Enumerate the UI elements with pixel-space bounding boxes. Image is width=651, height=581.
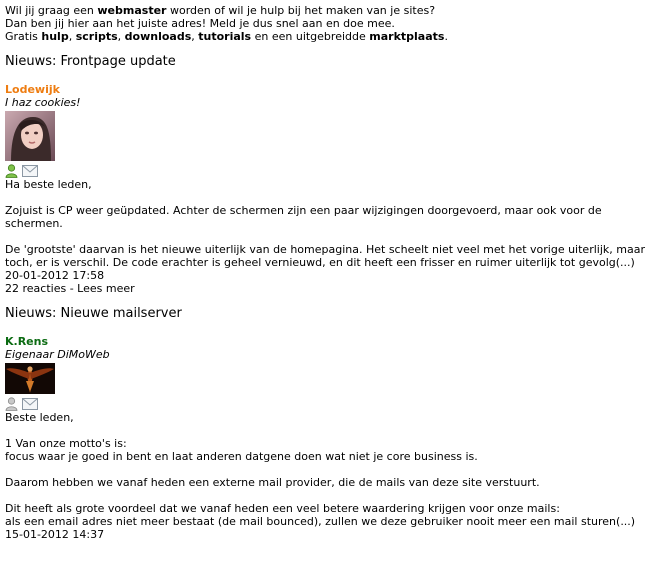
lees-meer-link[interactable]: Lees meer (77, 282, 135, 295)
intro-keyword-hulp: hulp (41, 30, 69, 43)
envelope-icon[interactable] (22, 165, 38, 177)
news-date: 15-01-2012 14:37 (5, 528, 105, 541)
news-item (5, 54, 646, 295)
avatar[interactable] (5, 111, 55, 161)
news-paragraph: Dit heeft als grote voordeel dat we vanaf heden een veel betere waardering krijgen voor onze mails: (5, 502, 560, 515)
intro-line-2: Dan ben jij hier aan het juiste adres! Meld je dus snel aan en doe mee. (5, 17, 395, 30)
envelope-icon[interactable] (22, 398, 38, 410)
author-actions (5, 164, 646, 178)
intro-keyword-scripts: scripts (75, 30, 118, 43)
news-paragraph: focus waar je goed in bent en laat anderen datgene doen wat niet je core business is. (5, 450, 478, 463)
news-greeting: Ha beste leden, (5, 178, 92, 191)
reacties-link[interactable]: 22 reacties (5, 282, 67, 295)
news-paragraph: Daarom hebben we vanaf heden een externe mail provider, die de mails van deze site verstuurt. (5, 476, 540, 489)
news-body (5, 411, 646, 541)
news-heading: Nieuws: Frontpage update (5, 54, 176, 69)
news-item (5, 306, 646, 541)
news-greeting: Beste leden, (5, 411, 74, 424)
news-footer (5, 282, 646, 295)
intro-text-segment: , (117, 30, 125, 43)
intro-keyword-downloads: downloads (124, 30, 192, 43)
user-online-icon[interactable] (5, 164, 18, 178)
intro-keyword-webmaster: webmaster (97, 4, 167, 17)
news-date: 20-01-2012 17:58 (5, 269, 105, 282)
footer-separator: - (66, 282, 78, 295)
news-paragraph: Zojuist is CP weer geüpdated. Achter de schermen zijn een paar wijzigingen doorgevoerd, maar ook voor de schermen. (5, 204, 602, 230)
author-title: I haz cookies! (5, 96, 81, 109)
intro-keyword-marktplaats: marktplaats (369, 30, 445, 43)
author-actions (5, 397, 646, 411)
intro-line-3 (5, 30, 646, 43)
avatar[interactable] (5, 363, 55, 394)
news-body (5, 178, 646, 295)
intro-text-segment: . (444, 30, 448, 43)
news-paragraph: 1 Van onze motto's is: (5, 437, 127, 450)
user-offline-icon[interactable] (5, 397, 18, 411)
intro-text-segment: worden of wil je hulp bij het maken van je sites? (166, 4, 436, 17)
intro-text-segment: , (68, 30, 76, 43)
intro-line-1 (5, 4, 646, 17)
news-paragraph: als een email adres niet meer bestaat (de mail bounced), zullen we deze gebruiker nooit meer een mail sturen(...) (5, 515, 636, 528)
intro-text-segment: en een uitgebreidde (251, 30, 370, 43)
intro-keyword-tutorials: tutorials (198, 30, 252, 43)
intro-text-segment: Gratis (5, 30, 42, 43)
news-paragraph: De 'grootste' daarvan is het nieuwe uiterlijk van de homepagina. Het scheelt niet veel met het vorige uiterlijk, maar toch, er is verschil. De code erachter is geheel vernieuwd, en dit heeft een frisser en ruimer uiterlijk tot gevolg(...) (5, 243, 645, 269)
author-name[interactable]: K.Rens (5, 335, 49, 348)
author-name[interactable]: Lodewijk (5, 83, 60, 96)
intro-text-segment: Wil jij graag een (5, 4, 98, 17)
author-title: Eigenaar DiMoWeb (5, 348, 110, 361)
intro-text (5, 4, 646, 43)
intro-text-segment: , (191, 30, 199, 43)
news-heading: Nieuws: Nieuwe mailserver (5, 306, 182, 321)
